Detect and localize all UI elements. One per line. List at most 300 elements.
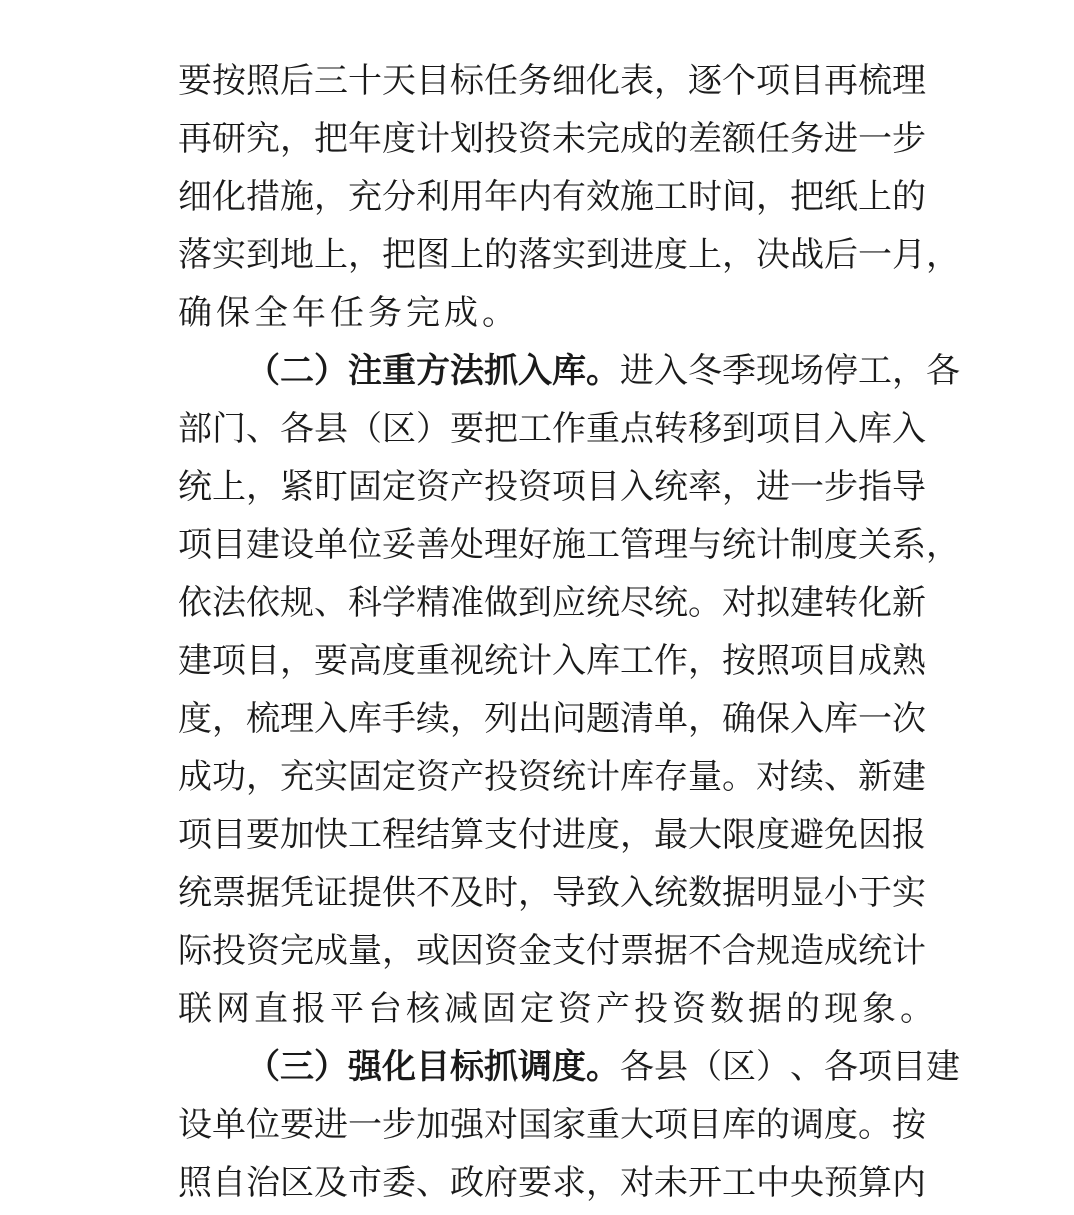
text-char: 按 [212,61,246,101]
text-char: 投 [634,989,672,1029]
text-char: 投 [212,931,246,971]
text-char: 年 [292,293,330,333]
text-char: 项 [212,641,246,681]
text-char: 用 [450,177,484,217]
text-char: 地 [280,235,314,275]
text-char: 进 [314,1105,348,1145]
text-char: 施 [620,177,654,217]
text-char: 上 [858,177,892,217]
text-char: 区 [382,409,416,449]
text-char: 保 [756,699,790,739]
text-char: 合 [722,931,756,971]
text-char: 位 [348,525,382,565]
text-char: 定 [382,467,416,507]
text-char: 直 [254,989,292,1029]
text-char: 库 [722,1105,756,1145]
text-char: 项 [178,815,212,855]
text-char: 务 [790,119,824,159]
text-char: 票 [212,873,246,913]
text-char: 未 [654,1163,688,1203]
text-char: 市 [348,1163,382,1203]
text-char: 固 [348,757,382,797]
text-char: 统 [654,583,688,623]
text-char: 续 [790,757,824,797]
text-char: 列 [484,699,518,739]
text-char: ， [586,1163,620,1203]
text-char: 免 [824,815,858,855]
text-char: 有 [552,177,586,217]
text-char: ， [450,699,484,739]
text-char: ） [416,409,450,449]
text-char: 一 [858,699,892,739]
text-char: 各 [280,409,314,449]
text-char: 资 [416,467,450,507]
text-char: 小 [824,873,858,913]
text-char: ， [280,641,314,681]
text-char: 科 [348,583,382,623]
text-char: 依 [178,583,212,623]
text-char: 十 [348,61,382,101]
text-char: 、 [416,1163,450,1203]
text-char: 场 [790,351,824,391]
text-char: ， [892,351,926,391]
text-char: 限 [722,815,756,855]
heading-char: 调 [518,1047,552,1087]
text-char: 处 [450,525,484,565]
text-char: 资 [484,931,518,971]
text-char: 开 [688,1163,722,1203]
text-char: 固 [348,467,382,507]
heading-char: 方 [416,351,450,391]
text-char: 到 [722,409,756,449]
text-char: 工 [858,351,892,391]
heading-char: 入 [518,351,552,391]
text-char: 成 [824,931,858,971]
text-char: ， [518,873,552,913]
text-char: 理 [484,525,518,565]
text-char: 入 [552,641,586,681]
text-char: 致 [586,873,620,913]
text-char: 项 [858,1047,892,1087]
text-char: 支 [484,815,518,855]
text-char: 重 [586,409,620,449]
text-char: 后 [280,61,314,101]
text-char: 任 [484,61,518,101]
heading-char: 标 [450,1047,484,1087]
text-char: 年 [348,119,382,159]
text-char: ， [280,119,314,159]
text-char: 精 [416,583,450,623]
text-char: 间 [722,177,756,217]
text-char: 导 [552,873,586,913]
text-char: 县 [654,1047,688,1087]
text-char: 调 [790,1105,824,1145]
text-char: 统 [858,931,892,971]
text-char: 资 [246,931,280,971]
text-char: 委 [382,1163,416,1203]
text-char: 上 [688,235,722,275]
text-char: 结 [416,815,450,855]
text-char: 工 [722,1163,756,1203]
text-char: 目 [212,815,246,855]
text-char: 要 [314,641,348,681]
text-char: 付 [586,931,620,971]
text-char: 造 [790,931,824,971]
text-char: 量 [348,931,382,971]
text-char: 高 [348,641,382,681]
text-char: 国 [518,1105,552,1145]
text-char: 盯 [314,467,348,507]
text-char: （ [348,409,382,449]
text-char: 算 [858,1163,892,1203]
text-char: 产 [450,467,484,507]
text-char: 显 [790,873,824,913]
text-char: 照 [178,1163,212,1203]
text-char: 理 [280,699,314,739]
text-char: 进 [620,235,654,275]
heading-char: ） [314,1047,348,1087]
text-char: 标 [450,61,484,101]
text-char: 落 [178,235,212,275]
text-char: 、 [790,1047,824,1087]
text-char: 未 [552,119,586,159]
text-char: 个 [722,61,756,101]
text-char: 报 [292,989,330,1029]
text-char: （ [688,1047,722,1087]
text-char: 梳 [858,61,892,101]
text-char: 产 [596,989,634,1029]
text-char: ， [688,641,722,681]
text-char: 移 [688,409,722,449]
body-line-5 [178,284,900,342]
text-char: 据 [246,873,280,913]
text-char: 票 [620,931,654,971]
text-char: 。 [722,757,756,797]
heading-char: 。 [586,351,620,391]
text-char: 务 [368,293,406,333]
text-char: 资 [518,467,552,507]
body-line-15 [178,864,926,922]
text-char: 逐 [688,61,722,101]
text-char: 要 [246,815,280,855]
text-char: 充 [280,757,314,797]
text-char: 进 [756,467,790,507]
heading-char: （ [246,351,280,391]
text-char: 工 [620,641,654,681]
text-char: 据 [722,873,756,913]
text-char: 或 [416,931,450,971]
text-char: 单 [654,699,688,739]
text-char: 目 [790,61,824,101]
text-char: 投 [484,119,518,159]
heading-char: 库 [552,351,586,391]
text-char: 目 [212,525,246,565]
text-char: 落 [518,235,552,275]
text-char: 府 [484,1163,518,1203]
text-char: 库 [824,699,858,739]
text-char: 提 [348,873,382,913]
text-char: 据 [654,931,688,971]
text-char: 对 [756,757,790,797]
body-line-14 [178,806,926,864]
text-char: 点 [620,409,654,449]
text-char: 象 [862,989,900,1029]
text-char: 计 [518,641,552,681]
text-char: 出 [518,699,552,739]
text-char: 目 [586,467,620,507]
text-char: 熟 [892,641,926,681]
text-char: 中 [756,1163,790,1203]
text-char: 月 [892,235,926,275]
text-char: 拟 [756,583,790,623]
text-char: 度 [382,119,416,159]
body-line-7 [178,400,926,458]
text-char: 明 [756,873,790,913]
text-char: 网 [216,989,254,1029]
text-char: 分 [382,177,416,217]
text-char: 的 [786,989,824,1029]
text-char: 加 [280,815,314,855]
text-char: ， [246,467,280,507]
text-char: 成 [444,293,482,333]
text-char: 施 [552,525,586,565]
text-char: 的 [756,1105,790,1145]
body-line-2 [178,110,926,168]
heading-char: 度 [552,1047,586,1087]
text-char: 据 [748,989,786,1029]
text-char: 入 [314,699,348,739]
body-line-10 [178,574,926,632]
text-char: 按 [892,1105,926,1145]
text-char: 到 [586,235,620,275]
text-char: 规 [280,583,314,623]
text-char: 进 [620,351,654,391]
body-line-20 [178,1154,926,1212]
text-char: 数 [710,989,748,1029]
text-char: 细 [178,177,212,217]
text-char: 清 [620,699,654,739]
text-char: ， [246,757,280,797]
text-char: 年 [484,177,518,217]
text-char: 把 [314,119,348,159]
text-char: 资 [518,757,552,797]
text-char: 库 [858,409,892,449]
text-char: 门 [212,409,246,449]
text-char: 冬 [688,351,722,391]
text-char: 利 [416,177,450,217]
text-char: 完 [586,119,620,159]
text-char: 工 [586,525,620,565]
text-char: 政 [450,1163,484,1203]
text-char: 量 [688,757,722,797]
text-char: 问 [552,699,586,739]
text-char: 项 [178,525,212,565]
heading-char: 法 [450,351,484,391]
text-char: 统 [654,467,688,507]
heading-char: 注 [348,351,382,391]
text-char: 任 [756,119,790,159]
text-char: 设 [280,525,314,565]
text-char: 的 [892,177,926,217]
text-char: 预 [824,1163,858,1203]
text-char: 上 [314,235,348,275]
text-char: 对 [620,1163,654,1203]
text-char: 步 [824,467,858,507]
text-char: 入 [892,409,926,449]
text-char: 化 [858,583,892,623]
heading-char: 化 [382,1047,416,1087]
text-char: 成 [314,931,348,971]
text-char: 尽 [620,583,654,623]
text-char: 依 [246,583,280,623]
text-char: 计 [892,931,926,971]
body-line-4 [178,226,960,284]
text-char: 计 [756,525,790,565]
text-char: 题 [586,699,620,739]
text-char: 划 [450,119,484,159]
body-line-17 [178,980,938,1038]
heading-char: （ [246,1047,280,1087]
text-char: 化 [212,177,246,217]
text-char: ， [756,177,790,217]
text-char: 照 [756,641,790,681]
text-char: 战 [790,235,824,275]
text-char: 度 [382,641,416,681]
text-char: 新 [858,757,892,797]
text-char: 管 [620,525,654,565]
text-char: 纸 [824,177,858,217]
text-char: 项 [654,1105,688,1145]
text-char: 县 [314,409,348,449]
text-char: 率 [688,467,722,507]
text-char: 支 [552,931,586,971]
text-char: 位 [246,1105,280,1145]
text-char: 确 [178,293,216,333]
text-char: 重 [586,1105,620,1145]
text-char: 避 [790,815,824,855]
text-char: 一 [858,119,892,159]
text-char: 图 [416,235,450,275]
text-char: 步 [892,119,926,159]
heading-char: 。 [586,1047,620,1087]
text-char: 因 [450,931,484,971]
text-char: 完 [406,293,444,333]
text-char: 报 [892,815,926,855]
text-char: 目 [416,61,450,101]
text-char: 项 [790,641,824,681]
text-char: 保 [216,293,254,333]
text-char: 部 [178,409,212,449]
text-char: 项 [756,61,790,101]
text-char: 目 [892,1047,926,1087]
text-char: 定 [520,989,558,1029]
text-char: 求 [552,1163,586,1203]
text-char: 一 [348,1105,382,1145]
text-char: 投 [484,467,518,507]
text-char: 单 [314,525,348,565]
text-char: 务 [518,61,552,101]
text-char: 好 [518,525,552,565]
text-char: 统 [484,641,518,681]
text-char: 转 [654,409,688,449]
text-char: 计 [416,119,450,159]
text-char: 凭 [280,873,314,913]
text-char: 导 [892,467,926,507]
text-char: 准 [450,583,484,623]
text-char: 成 [858,641,892,681]
text-char: ， [382,931,416,971]
body-line-12 [178,690,926,748]
text-char: 三 [314,61,348,101]
text-char: 度 [756,815,790,855]
text-char: 完 [280,931,314,971]
text-char: 证 [314,873,348,913]
text-char: 及 [314,1163,348,1203]
text-char: 作 [654,641,688,681]
text-char: ， [654,61,688,101]
text-char: 区 [280,1163,314,1203]
text-char: 功 [212,757,246,797]
heading-char: 二 [280,351,314,391]
text-char: 确 [722,699,756,739]
text-char: 强 [450,1105,484,1145]
heading-char: 抓 [484,351,518,391]
text-char: 、 [314,583,348,623]
body-line-13 [178,748,926,806]
body-line-19 [178,1096,926,1154]
text-char: ， [926,525,960,565]
text-char: 要 [450,409,484,449]
text-char: 与 [688,525,722,565]
text-char: 充 [348,177,382,217]
text-char: 全 [254,293,292,333]
text-char: ， [688,699,722,739]
text-char: 进 [824,119,858,159]
text-char: 定 [382,757,416,797]
text-char: 入 [654,351,688,391]
text-char: 加 [416,1105,450,1145]
text-char: 建 [926,1047,960,1087]
text-char: 规 [756,931,790,971]
text-char: 算 [450,815,484,855]
text-char: 计 [586,757,620,797]
text-char: 梳 [246,699,280,739]
text-char: 现 [756,351,790,391]
text-char: 作 [552,409,586,449]
heading-char: ） [314,351,348,391]
text-char: 最 [654,815,688,855]
text-char: 投 [484,757,518,797]
text-char: 要 [178,61,212,101]
text-char: 统 [178,467,212,507]
text-char: 工 [654,177,688,217]
text-char: 任 [330,293,368,333]
text-char: 存 [654,757,688,797]
text-char: 成 [178,757,212,797]
text-char: 再 [824,61,858,101]
text-char: 系 [892,525,926,565]
text-char: 续 [416,699,450,739]
text-char: 停 [824,351,858,391]
text-char: 决 [756,235,790,275]
text-char: 度 [824,1105,858,1145]
text-char: 目 [688,1105,722,1145]
text-char: 法 [212,583,246,623]
heading-char: 目 [416,1047,450,1087]
text-char: 实 [552,235,586,275]
text-char: 度 [178,699,212,739]
text-char: 建 [892,757,926,797]
